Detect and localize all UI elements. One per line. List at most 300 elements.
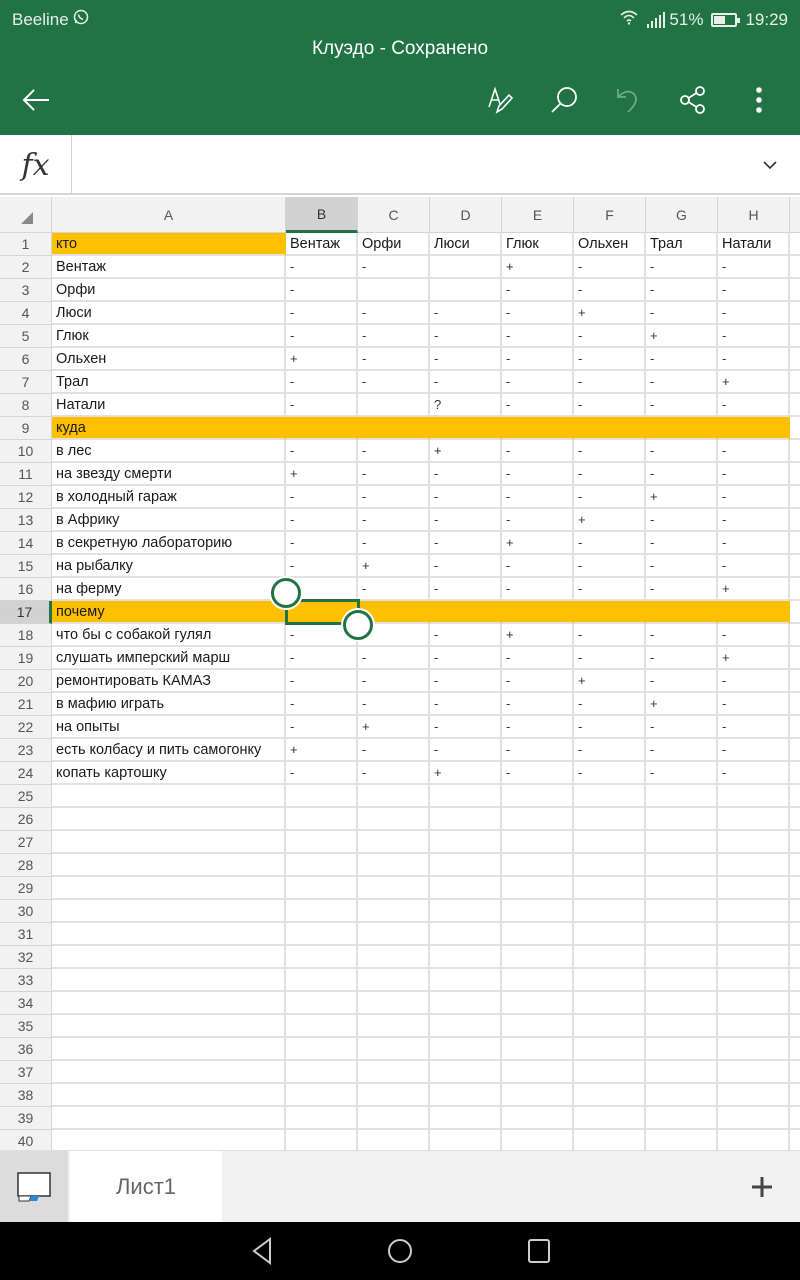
cell-b22[interactable]: -	[286, 716, 358, 739]
cell-e40[interactable]	[502, 1130, 574, 1150]
cell-overflow[interactable]	[790, 463, 800, 486]
cell-b3[interactable]: -	[286, 279, 358, 302]
cell-d13[interactable]: -	[430, 509, 502, 532]
cell-a29[interactable]	[52, 877, 286, 900]
cell-a19[interactable]: слушать имперский марш	[52, 647, 286, 670]
cell-g17[interactable]	[646, 601, 718, 624]
cell-f11[interactable]: -	[574, 463, 646, 486]
row-header[interactable]: 15	[0, 555, 52, 578]
cell-h18[interactable]: -	[718, 624, 790, 647]
cell-e1[interactable]: Глюк	[502, 233, 574, 256]
cell-c27[interactable]	[358, 831, 430, 854]
cell-d27[interactable]	[430, 831, 502, 854]
cell-e26[interactable]	[502, 808, 574, 831]
cell-e17[interactable]	[502, 601, 574, 624]
back-arrow-icon[interactable]	[16, 80, 56, 120]
cell-h34[interactable]	[718, 992, 790, 1015]
cell-c31[interactable]	[358, 923, 430, 946]
cell-c20[interactable]: -	[358, 670, 430, 693]
cell-h36[interactable]	[718, 1038, 790, 1061]
cell-f8[interactable]: -	[574, 394, 646, 417]
row-header[interactable]: 24	[0, 762, 52, 785]
cell-c14[interactable]: -	[358, 532, 430, 555]
cell-f10[interactable]: -	[574, 440, 646, 463]
cell-h16[interactable]: +	[718, 578, 790, 601]
cell-c36[interactable]	[358, 1038, 430, 1061]
cell-a1[interactable]: кто	[52, 233, 286, 256]
cell-c7[interactable]: -	[358, 371, 430, 394]
fx-label[interactable]: fx	[0, 135, 72, 195]
cell-h23[interactable]: -	[718, 739, 790, 762]
cell-e12[interactable]: -	[502, 486, 574, 509]
row-header[interactable]: 4	[0, 302, 52, 325]
cell-e13[interactable]: -	[502, 509, 574, 532]
cell-c26[interactable]	[358, 808, 430, 831]
column-header-f[interactable]: F	[574, 197, 646, 233]
cell-h14[interactable]: -	[718, 532, 790, 555]
cell-d20[interactable]: -	[430, 670, 502, 693]
cell-c37[interactable]	[358, 1061, 430, 1084]
share-icon[interactable]	[673, 80, 713, 120]
cell-d1[interactable]: Люси	[430, 233, 502, 256]
cell-f6[interactable]: -	[574, 348, 646, 371]
cell-h12[interactable]: -	[718, 486, 790, 509]
cell-g26[interactable]	[646, 808, 718, 831]
column-header-g[interactable]: G	[646, 197, 718, 233]
cell-g15[interactable]: -	[646, 555, 718, 578]
cell-a40[interactable]	[52, 1130, 286, 1150]
cell-c1[interactable]: Орфи	[358, 233, 430, 256]
cell-d3[interactable]	[430, 279, 502, 302]
cell-a27[interactable]	[52, 831, 286, 854]
cell-f2[interactable]: -	[574, 256, 646, 279]
cell-g6[interactable]: -	[646, 348, 718, 371]
cell-a20[interactable]: ремонтировать КАМАЗ	[52, 670, 286, 693]
cell-overflow[interactable]	[790, 992, 800, 1015]
cell-f34[interactable]	[574, 992, 646, 1015]
cell-b37[interactable]	[286, 1061, 358, 1084]
cell-h13[interactable]: -	[718, 509, 790, 532]
cell-b11[interactable]: +	[286, 463, 358, 486]
selection-handle-end[interactable]	[343, 610, 373, 640]
cell-overflow[interactable]	[790, 1015, 800, 1038]
cell-e19[interactable]: -	[502, 647, 574, 670]
row-header[interactable]: 20	[0, 670, 52, 693]
cell-f24[interactable]: -	[574, 762, 646, 785]
cell-e32[interactable]	[502, 946, 574, 969]
cell-overflow[interactable]	[790, 969, 800, 992]
cell-d26[interactable]	[430, 808, 502, 831]
cell-f17[interactable]	[574, 601, 646, 624]
cell-b23[interactable]: +	[286, 739, 358, 762]
row-header[interactable]: 6	[0, 348, 52, 371]
column-header-e[interactable]: E	[502, 197, 574, 233]
cell-d6[interactable]: -	[430, 348, 502, 371]
cell-c24[interactable]: -	[358, 762, 430, 785]
cell-g22[interactable]: -	[646, 716, 718, 739]
row-header[interactable]: 28	[0, 854, 52, 877]
cell-g11[interactable]: -	[646, 463, 718, 486]
cell-h17[interactable]	[718, 601, 790, 624]
cell-a2[interactable]: Вентаж	[52, 256, 286, 279]
cell-h20[interactable]: -	[718, 670, 790, 693]
cell-a37[interactable]	[52, 1061, 286, 1084]
cell-e11[interactable]: -	[502, 463, 574, 486]
cell-b13[interactable]: -	[286, 509, 358, 532]
row-header[interactable]: 12	[0, 486, 52, 509]
cell-b4[interactable]: -	[286, 302, 358, 325]
cell-c29[interactable]	[358, 877, 430, 900]
row-header[interactable]: 30	[0, 900, 52, 923]
cell-c38[interactable]	[358, 1084, 430, 1107]
cell-g25[interactable]	[646, 785, 718, 808]
cell-f18[interactable]: -	[574, 624, 646, 647]
cell-g7[interactable]: -	[646, 371, 718, 394]
cell-f5[interactable]: -	[574, 325, 646, 348]
cell-d10[interactable]: +	[430, 440, 502, 463]
cell-e2[interactable]: +	[502, 256, 574, 279]
cell-e31[interactable]	[502, 923, 574, 946]
column-header-c[interactable]: C	[358, 197, 430, 233]
cell-d35[interactable]	[430, 1015, 502, 1038]
cell-b27[interactable]	[286, 831, 358, 854]
cell-g13[interactable]: -	[646, 509, 718, 532]
row-header[interactable]: 19	[0, 647, 52, 670]
cell-overflow[interactable]	[790, 739, 800, 762]
row-header[interactable]: 13	[0, 509, 52, 532]
cell-f31[interactable]	[574, 923, 646, 946]
row-header[interactable]: 17	[0, 601, 52, 624]
row-header[interactable]: 9	[0, 417, 52, 440]
cell-b6[interactable]: +	[286, 348, 358, 371]
cell-overflow[interactable]	[790, 1107, 800, 1130]
cell-overflow[interactable]	[790, 1038, 800, 1061]
cell-b35[interactable]	[286, 1015, 358, 1038]
row-header[interactable]: 8	[0, 394, 52, 417]
more-vert-icon[interactable]	[739, 80, 779, 120]
cell-a35[interactable]	[52, 1015, 286, 1038]
cell-overflow[interactable]	[790, 1084, 800, 1107]
row-header[interactable]: 2	[0, 256, 52, 279]
cell-b9[interactable]	[286, 417, 358, 440]
cell-c10[interactable]: -	[358, 440, 430, 463]
cell-overflow[interactable]	[790, 394, 800, 417]
row-header[interactable]: 3	[0, 279, 52, 302]
cell-a38[interactable]	[52, 1084, 286, 1107]
cell-g32[interactable]	[646, 946, 718, 969]
cell-e35[interactable]	[502, 1015, 574, 1038]
cell-overflow[interactable]	[790, 900, 800, 923]
cell-c35[interactable]	[358, 1015, 430, 1038]
cell-f28[interactable]	[574, 854, 646, 877]
cell-overflow[interactable]	[790, 348, 800, 371]
cell-e9[interactable]	[502, 417, 574, 440]
cell-f16[interactable]: -	[574, 578, 646, 601]
cell-g35[interactable]	[646, 1015, 718, 1038]
row-header[interactable]: 38	[0, 1084, 52, 1107]
cell-g20[interactable]: -	[646, 670, 718, 693]
row-header[interactable]: 18	[0, 624, 52, 647]
select-all-corner[interactable]	[0, 197, 52, 233]
cell-a3[interactable]: Орфи	[52, 279, 286, 302]
cell-a36[interactable]	[52, 1038, 286, 1061]
nav-back-icon[interactable]	[247, 1236, 277, 1266]
cell-h32[interactable]	[718, 946, 790, 969]
cell-h28[interactable]	[718, 854, 790, 877]
cell-c19[interactable]: -	[358, 647, 430, 670]
cell-overflow[interactable]	[790, 762, 800, 785]
cell-f37[interactable]	[574, 1061, 646, 1084]
cell-f12[interactable]: -	[574, 486, 646, 509]
cell-a7[interactable]: Трал	[52, 371, 286, 394]
cell-overflow[interactable]	[790, 486, 800, 509]
cell-g14[interactable]: -	[646, 532, 718, 555]
cell-b32[interactable]	[286, 946, 358, 969]
cell-g18[interactable]: -	[646, 624, 718, 647]
cell-b10[interactable]: -	[286, 440, 358, 463]
cell-d19[interactable]: -	[430, 647, 502, 670]
cell-overflow[interactable]	[790, 509, 800, 532]
cell-d30[interactable]	[430, 900, 502, 923]
cell-e36[interactable]	[502, 1038, 574, 1061]
cell-overflow[interactable]	[790, 440, 800, 463]
cell-d15[interactable]: -	[430, 555, 502, 578]
cell-a10[interactable]: в лес	[52, 440, 286, 463]
cell-h15[interactable]: -	[718, 555, 790, 578]
cell-e22[interactable]: -	[502, 716, 574, 739]
cell-b25[interactable]	[286, 785, 358, 808]
cell-b19[interactable]: -	[286, 647, 358, 670]
cell-overflow[interactable]	[790, 854, 800, 877]
cell-h21[interactable]: -	[718, 693, 790, 716]
cell-c39[interactable]	[358, 1107, 430, 1130]
cell-a15[interactable]: на рыбалку	[52, 555, 286, 578]
cell-c33[interactable]	[358, 969, 430, 992]
selection-handle-start[interactable]	[271, 578, 301, 608]
cell-f14[interactable]: -	[574, 532, 646, 555]
cell-g40[interactable]	[646, 1130, 718, 1150]
cell-d7[interactable]: -	[430, 371, 502, 394]
row-header[interactable]: 37	[0, 1061, 52, 1084]
cell-c3[interactable]	[358, 279, 430, 302]
cell-a25[interactable]	[52, 785, 286, 808]
cell-g9[interactable]	[646, 417, 718, 440]
cell-f20[interactable]: +	[574, 670, 646, 693]
cell-overflow[interactable]	[790, 693, 800, 716]
cell-overflow[interactable]	[790, 923, 800, 946]
cell-h22[interactable]: -	[718, 716, 790, 739]
cell-overflow[interactable]	[790, 946, 800, 969]
row-header[interactable]: 1	[0, 233, 52, 256]
cell-b30[interactable]	[286, 900, 358, 923]
cell-overflow[interactable]	[790, 1130, 800, 1150]
cell-overflow[interactable]	[790, 279, 800, 302]
cell-a11[interactable]: на звезду смерти	[52, 463, 286, 486]
cell-c12[interactable]: -	[358, 486, 430, 509]
cell-d36[interactable]	[430, 1038, 502, 1061]
cell-b2[interactable]: -	[286, 256, 358, 279]
cell-g2[interactable]: -	[646, 256, 718, 279]
cell-h35[interactable]	[718, 1015, 790, 1038]
cell-h4[interactable]: -	[718, 302, 790, 325]
cell-d12[interactable]: -	[430, 486, 502, 509]
cell-g39[interactable]	[646, 1107, 718, 1130]
cell-overflow[interactable]	[790, 1061, 800, 1084]
cell-c28[interactable]	[358, 854, 430, 877]
cell-b39[interactable]	[286, 1107, 358, 1130]
cell-e10[interactable]: -	[502, 440, 574, 463]
cell-h39[interactable]	[718, 1107, 790, 1130]
cell-a24[interactable]: копать картошку	[52, 762, 286, 785]
cell-f29[interactable]	[574, 877, 646, 900]
cell-f21[interactable]: -	[574, 693, 646, 716]
cell-f30[interactable]	[574, 900, 646, 923]
cell-g5[interactable]: +	[646, 325, 718, 348]
cell-c9[interactable]	[358, 417, 430, 440]
column-header-d[interactable]: D	[430, 197, 502, 233]
cell-overflow[interactable]	[790, 417, 800, 440]
cell-g29[interactable]	[646, 877, 718, 900]
cell-d14[interactable]: -	[430, 532, 502, 555]
cell-f3[interactable]: -	[574, 279, 646, 302]
cell-b34[interactable]	[286, 992, 358, 1015]
cell-f7[interactable]: -	[574, 371, 646, 394]
cell-b14[interactable]: -	[286, 532, 358, 555]
edit-pen-icon[interactable]	[481, 80, 521, 120]
cell-a31[interactable]	[52, 923, 286, 946]
cell-h30[interactable]	[718, 900, 790, 923]
cell-d8[interactable]: ?	[430, 394, 502, 417]
row-header[interactable]: 33	[0, 969, 52, 992]
cell-e15[interactable]: -	[502, 555, 574, 578]
cell-f33[interactable]	[574, 969, 646, 992]
cell-a14[interactable]: в секретную лабораторию	[52, 532, 286, 555]
cell-c32[interactable]	[358, 946, 430, 969]
cell-d5[interactable]: -	[430, 325, 502, 348]
cell-f23[interactable]: -	[574, 739, 646, 762]
cell-c6[interactable]: -	[358, 348, 430, 371]
cell-h6[interactable]: -	[718, 348, 790, 371]
cell-b15[interactable]: -	[286, 555, 358, 578]
cell-d9[interactable]	[430, 417, 502, 440]
cell-b21[interactable]: -	[286, 693, 358, 716]
cell-g24[interactable]: -	[646, 762, 718, 785]
cell-a33[interactable]	[52, 969, 286, 992]
cell-a28[interactable]	[52, 854, 286, 877]
cell-overflow[interactable]	[790, 578, 800, 601]
cell-f1[interactable]: Ольхен	[574, 233, 646, 256]
cell-g36[interactable]	[646, 1038, 718, 1061]
cell-a5[interactable]: Глюк	[52, 325, 286, 348]
cell-h31[interactable]	[718, 923, 790, 946]
cell-a9[interactable]: куда	[52, 417, 286, 440]
cell-h37[interactable]	[718, 1061, 790, 1084]
cell-overflow[interactable]	[790, 647, 800, 670]
cell-g23[interactable]: -	[646, 739, 718, 762]
cell-d21[interactable]: -	[430, 693, 502, 716]
cell-g3[interactable]: -	[646, 279, 718, 302]
cell-h29[interactable]	[718, 877, 790, 900]
spreadsheet-grid[interactable]	[0, 197, 800, 1150]
cell-h27[interactable]	[718, 831, 790, 854]
cell-c16[interactable]: -	[358, 578, 430, 601]
cell-h40[interactable]	[718, 1130, 790, 1150]
cell-b8[interactable]: -	[286, 394, 358, 417]
row-header[interactable]: 36	[0, 1038, 52, 1061]
cell-overflow[interactable]	[790, 601, 800, 624]
cell-c2[interactable]: -	[358, 256, 430, 279]
cell-e18[interactable]: +	[502, 624, 574, 647]
cell-c4[interactable]: -	[358, 302, 430, 325]
cell-h38[interactable]	[718, 1084, 790, 1107]
cell-a23[interactable]: есть колбасу и пить самогонку	[52, 739, 286, 762]
cell-c23[interactable]: -	[358, 739, 430, 762]
cell-f26[interactable]	[574, 808, 646, 831]
row-header[interactable]: 11	[0, 463, 52, 486]
cell-b38[interactable]	[286, 1084, 358, 1107]
cell-g16[interactable]: -	[646, 578, 718, 601]
cell-d34[interactable]	[430, 992, 502, 1015]
row-header[interactable]: 39	[0, 1107, 52, 1130]
cell-e4[interactable]: -	[502, 302, 574, 325]
cell-d22[interactable]: -	[430, 716, 502, 739]
cell-overflow[interactable]	[790, 877, 800, 900]
cell-c15[interactable]: +	[358, 555, 430, 578]
undo-icon[interactable]	[608, 80, 648, 120]
cell-overflow[interactable]	[790, 808, 800, 831]
cell-d2[interactable]	[430, 256, 502, 279]
cell-a21[interactable]: в мафию играть	[52, 693, 286, 716]
cell-f27[interactable]	[574, 831, 646, 854]
cell-d31[interactable]	[430, 923, 502, 946]
cell-d40[interactable]	[430, 1130, 502, 1150]
cell-a34[interactable]	[52, 992, 286, 1015]
cell-f9[interactable]	[574, 417, 646, 440]
cell-b7[interactable]: -	[286, 371, 358, 394]
cell-d17[interactable]	[430, 601, 502, 624]
cell-overflow[interactable]	[790, 233, 800, 256]
search-icon[interactable]	[544, 80, 584, 120]
cell-a26[interactable]	[52, 808, 286, 831]
cell-f32[interactable]	[574, 946, 646, 969]
cell-d23[interactable]: -	[430, 739, 502, 762]
cell-b28[interactable]	[286, 854, 358, 877]
nav-home-icon[interactable]	[385, 1236, 415, 1266]
cell-g19[interactable]: -	[646, 647, 718, 670]
cell-a18[interactable]: что бы с собакой гулял	[52, 624, 286, 647]
cell-e37[interactable]	[502, 1061, 574, 1084]
cell-c40[interactable]	[358, 1130, 430, 1150]
cell-g28[interactable]	[646, 854, 718, 877]
row-header[interactable]: 27	[0, 831, 52, 854]
cell-h7[interactable]: +	[718, 371, 790, 394]
column-header-a[interactable]: A	[52, 197, 286, 233]
cell-e7[interactable]: -	[502, 371, 574, 394]
cell-h26[interactable]	[718, 808, 790, 831]
row-header[interactable]: 32	[0, 946, 52, 969]
cell-a17[interactable]: почему	[52, 601, 286, 624]
row-header[interactable]: 5	[0, 325, 52, 348]
cell-h5[interactable]: -	[718, 325, 790, 348]
cell-d24[interactable]: +	[430, 762, 502, 785]
cell-b31[interactable]	[286, 923, 358, 946]
sheet-tab-active[interactable]: Лист1	[70, 1151, 222, 1223]
cell-overflow[interactable]	[790, 532, 800, 555]
cell-e29[interactable]	[502, 877, 574, 900]
cell-h2[interactable]: -	[718, 256, 790, 279]
cell-g12[interactable]: +	[646, 486, 718, 509]
cell-e23[interactable]: -	[502, 739, 574, 762]
